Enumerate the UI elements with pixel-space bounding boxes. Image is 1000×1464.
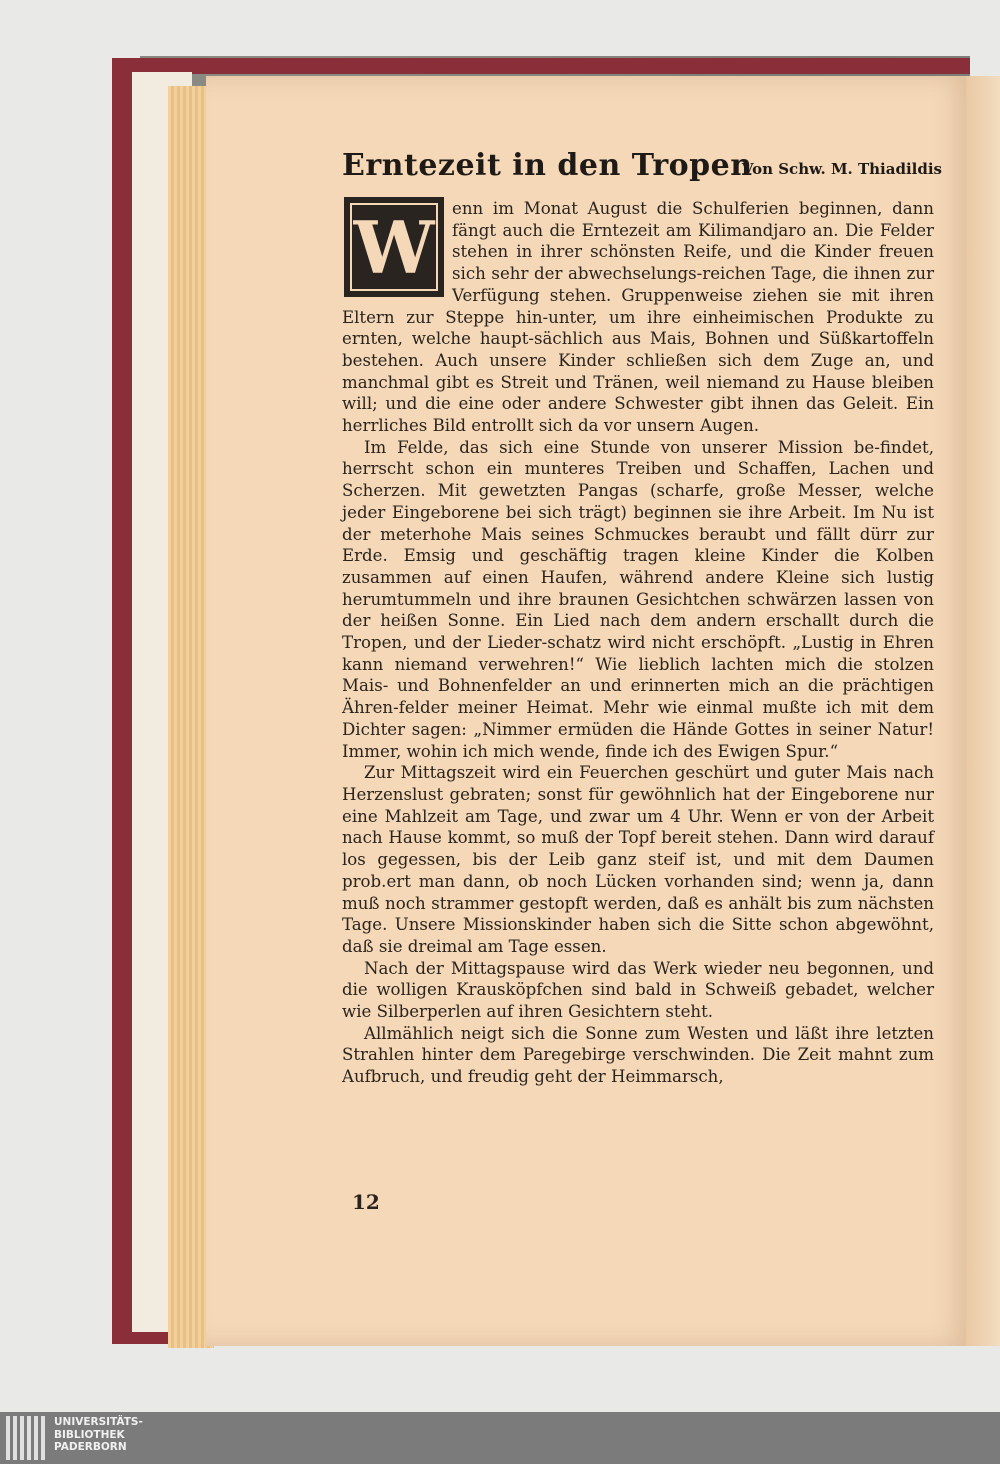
cover-binding-top (112, 58, 970, 74)
article-header (342, 148, 942, 188)
logo-line-1: UNIVERSITÄTS- (54, 1416, 143, 1428)
paragraph-5: Allmählich neigt sich die Sonne zum Westen und läßt ihre letzten Strahlen hinter dem Paregebirge verschwinden. Die Zeit mahnt zum Aufbruch, und freudig geht der Heimmarsch, (342, 1023, 934, 1087)
article-body (342, 198, 934, 1088)
page-number: 12 (352, 1190, 380, 1214)
library-logo-text (54, 1416, 143, 1454)
library-footer (0, 1412, 1000, 1464)
logo-line-2: BIBLIOTHEK (54, 1428, 125, 1441)
article-byline: Von Schw. M. Thiadildis (741, 160, 942, 178)
paragraph-4: Nach der Mittagspause wird das Werk wieder neu begonnen, und die wolligen Krausköpfchen sind bald in Schweiß gebadet, welcher wie Silberperlen auf ihren Gesichtern steht. (342, 958, 934, 1022)
article-title: Erntezeit in den Tropen (342, 148, 753, 183)
paragraph-2: Im Felde, das sich eine Stunde von unserer Mission be-findet, herrscht schon ein munteres Treiben und Schaffen, Lachen und Scherzen. Mit gewetzten Pangas (scharfe, große Messer, welche jeder Eingeborene bei sich trägt) beginnen sie ihre Arbeit. Im Nu ist der meterhohe Mais seines Schmuckes beraubt und fällt dürr zur Erde. Emsig und geschäftig tragen kleine Kinder die Kolben zusammen auf einen Haufen, während andere Kleine sich lustig herumtummeln und ihre braunen Gesichtchen schwärzen lassen von der heißen Sonne. Ein Lied nach dem andern erschallt durch die Tropen, und der Lieder-schatz wird nicht erschöpft. „Lustig in Ehren kann niemand verwehren!“ Wie lieblich lachten mich die stolzen Mais- und Bohnenfelder an und erinnerten mich an die prächtigen Ähren-felder meiner Heimat. Mehr wie einmal mußte ich mit dem Dichter sagen: „Nimmer ermüden die Hände Gottes in seiner Natur! Immer, wohin ich mich wende, finde ich des Ewigen Spur.“ (342, 437, 934, 761)
library-logo-icon (6, 1416, 46, 1460)
next-page-edge (966, 76, 1000, 1346)
logo-line-3: PADERBORN (54, 1441, 127, 1453)
paragraph-1: enn im Monat August die Schulferien beginnen, dann fängt auch die Erntezeit am Kilimandjaro an. Die Felder stehen in ihrer schönsten Reife, und die Kinder freuen sich sehr der abwechselungs-reichen Tage, die ihnen zur Verfügung stehen. Gruppenweise ziehen sie mit ihren Eltern zur Steppe hin-unter, um ihre einheimischen Produkte zu ernten, welche haupt-sächlich aus Mais, Bohnen und Süßkartoffeln bestehen. Auch unsere Kinder schließen sich dem Zuge an, und manchmal gibt es Streit und Tränen, weil niemand zu Hause bleiben will; und die eine oder andere Schwester gibt ihnen das Geleit. Ein herrliches Bild entrollt sich da vor unsern Augen. (342, 199, 934, 436)
paragraph-3: Zur Mittagszeit wird ein Feuerchen geschürt und guter Mais nach Herzenslust gebraten; sonst für gewöhnlich hat der Eingeborene nur eine Mahlzeit am Tage, und zwar um 4 Uhr. Wenn er von der Arbeit nach Hause kommt, so muß der Topf bereit stehen. Dann wird darauf los gegessen, bis der Leib ganz steif ist, und mit dem Daumen prob.ert man dann, ob noch Lücken vorhanden sind; wenn ja, dann muß noch strammer gestopft werden, daß es anhält bis zum nächsten Tage. Unsere Missionskinder haben sich die Sitte schon abgewöhnt, daß sie dreimal am Tage essen. (342, 763, 934, 956)
initial-space (342, 198, 452, 303)
initial-letter: W (350, 203, 438, 291)
